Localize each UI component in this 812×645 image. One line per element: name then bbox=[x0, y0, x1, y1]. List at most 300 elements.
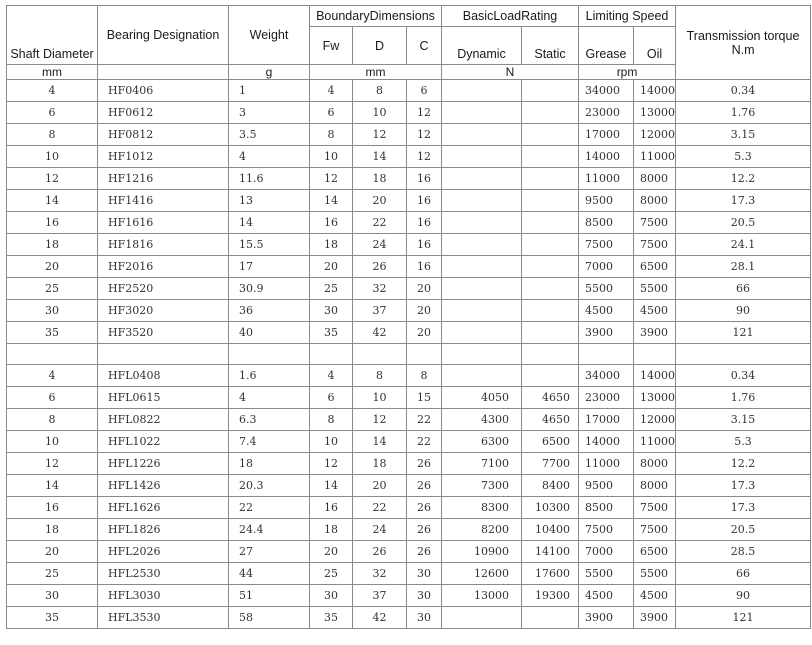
cell-shaft-diameter: 18 bbox=[7, 234, 98, 256]
cell-grease: 3900 bbox=[579, 607, 634, 629]
cell-torque: 24.1 bbox=[676, 234, 811, 256]
cell-torque: 66 bbox=[676, 278, 811, 300]
table-row bbox=[7, 168, 811, 190]
cell-d: 8 bbox=[353, 365, 407, 387]
cell-fw: 35 bbox=[310, 322, 353, 344]
cell-fw: 4 bbox=[310, 365, 353, 387]
cell-fw: 30 bbox=[310, 300, 353, 322]
cell-d: 26 bbox=[353, 256, 407, 278]
cell-weight: 1.6 bbox=[229, 365, 310, 387]
cell-c: 12 bbox=[407, 102, 442, 124]
cell-dynamic bbox=[442, 124, 522, 146]
cell-static: 6500 bbox=[522, 431, 579, 453]
cell-weight: 3.5 bbox=[229, 124, 310, 146]
cell-oil: 6500 bbox=[634, 256, 676, 278]
cell-bearing-designation: HFL1826 bbox=[98, 519, 229, 541]
header-transmission-torque: Transmission torque N.m bbox=[676, 6, 811, 80]
cell-static bbox=[522, 212, 579, 234]
cell-bearing-designation: HF3520 bbox=[98, 322, 229, 344]
cell-static: 7700 bbox=[522, 453, 579, 475]
cell-d: 32 bbox=[353, 563, 407, 585]
cell-shaft-diameter: 20 bbox=[7, 541, 98, 563]
cell-weight: 36 bbox=[229, 300, 310, 322]
cell-dynamic bbox=[442, 212, 522, 234]
cell-bearing-designation: HF1616 bbox=[98, 212, 229, 234]
cell-c: 26 bbox=[407, 475, 442, 497]
cell-torque: 17.3 bbox=[676, 475, 811, 497]
table-header bbox=[7, 6, 811, 80]
cell-shaft-diameter: 30 bbox=[7, 585, 98, 607]
cell-oil: 13000 bbox=[634, 102, 676, 124]
cell-static bbox=[522, 102, 579, 124]
cell-fw: 8 bbox=[310, 124, 353, 146]
cell-grease: 9500 bbox=[579, 475, 634, 497]
cell-weight: 7.4 bbox=[229, 431, 310, 453]
cell-bearing-designation: HFL3530 bbox=[98, 607, 229, 629]
table-body-hfl bbox=[7, 365, 811, 629]
cell-d: 42 bbox=[353, 322, 407, 344]
table-row bbox=[7, 146, 811, 168]
cell-weight: 3 bbox=[229, 102, 310, 124]
cell-fw: 16 bbox=[310, 497, 353, 519]
table-row bbox=[7, 585, 811, 607]
cell-dynamic: 8200 bbox=[442, 519, 522, 541]
cell-grease: 23000 bbox=[579, 387, 634, 409]
cell-oil: 4500 bbox=[634, 300, 676, 322]
cell-oil: 14000 bbox=[634, 365, 676, 387]
cell-dynamic bbox=[442, 607, 522, 629]
separator-row bbox=[7, 344, 811, 365]
cell-torque: 5.3 bbox=[676, 146, 811, 168]
table-row bbox=[7, 234, 811, 256]
cell-shaft-diameter: 4 bbox=[7, 365, 98, 387]
cell-d: 42 bbox=[353, 607, 407, 629]
cell-dynamic bbox=[442, 234, 522, 256]
cell-oil: 8000 bbox=[634, 190, 676, 212]
cell-fw: 8 bbox=[310, 409, 353, 431]
cell-d: 10 bbox=[353, 387, 407, 409]
cell-d: 14 bbox=[353, 431, 407, 453]
cell-shaft-diameter: 8 bbox=[7, 409, 98, 431]
cell-weight: 22 bbox=[229, 497, 310, 519]
cell-d: 20 bbox=[353, 190, 407, 212]
cell-weight: 51 bbox=[229, 585, 310, 607]
cell-shaft-diameter: 14 bbox=[7, 190, 98, 212]
cell-bearing-designation: HF2016 bbox=[98, 256, 229, 278]
cell-oil: 3900 bbox=[634, 607, 676, 629]
cell-c: 30 bbox=[407, 563, 442, 585]
cell-d: 18 bbox=[353, 168, 407, 190]
unit-shaft-mm: mm bbox=[7, 65, 98, 80]
cell-shaft-diameter: 6 bbox=[7, 102, 98, 124]
cell-oil: 8000 bbox=[634, 168, 676, 190]
header-boundary-dimensions: BoundaryDimensions bbox=[310, 6, 442, 27]
cell-torque: 20.5 bbox=[676, 519, 811, 541]
cell-fw: 10 bbox=[310, 146, 353, 168]
cell-weight: 14 bbox=[229, 212, 310, 234]
cell-static bbox=[522, 146, 579, 168]
cell-oil: 5500 bbox=[634, 563, 676, 585]
cell-bearing-designation: HFL1226 bbox=[98, 453, 229, 475]
header-limiting-speed: Limiting Speed bbox=[579, 6, 676, 27]
cell-bearing-designation: HF1816 bbox=[98, 234, 229, 256]
cell-torque: 1.76 bbox=[676, 387, 811, 409]
cell-shaft-diameter: 35 bbox=[7, 322, 98, 344]
cell-weight: 20.3 bbox=[229, 475, 310, 497]
cell-oil: 12000 bbox=[634, 409, 676, 431]
cell-weight: 40 bbox=[229, 322, 310, 344]
cell-static bbox=[522, 168, 579, 190]
cell-bearing-designation: HF3020 bbox=[98, 300, 229, 322]
cell-weight: 17 bbox=[229, 256, 310, 278]
cell-weight: 30.9 bbox=[229, 278, 310, 300]
cell-bearing-designation: HFL1022 bbox=[98, 431, 229, 453]
cell-static: 14100 bbox=[522, 541, 579, 563]
cell-weight: 58 bbox=[229, 607, 310, 629]
cell-dynamic: 13000 bbox=[442, 585, 522, 607]
cell-c: 16 bbox=[407, 256, 442, 278]
cell-c: 30 bbox=[407, 585, 442, 607]
table-row bbox=[7, 431, 811, 453]
cell-shaft-diameter: 12 bbox=[7, 453, 98, 475]
cell-c: 20 bbox=[407, 278, 442, 300]
cell-grease: 7500 bbox=[579, 234, 634, 256]
table-body-hf bbox=[7, 80, 811, 344]
cell-dynamic bbox=[442, 278, 522, 300]
cell-fw: 12 bbox=[310, 453, 353, 475]
unit-speed-rpm: rpm bbox=[579, 65, 676, 80]
cell-weight: 44 bbox=[229, 563, 310, 585]
cell-c: 16 bbox=[407, 190, 442, 212]
table-row bbox=[7, 124, 811, 146]
cell-static bbox=[522, 278, 579, 300]
cell-shaft-diameter: 4 bbox=[7, 80, 98, 102]
cell-weight: 6.3 bbox=[229, 409, 310, 431]
cell-grease: 11000 bbox=[579, 453, 634, 475]
cell-torque: 17.3 bbox=[676, 190, 811, 212]
cell-fw: 18 bbox=[310, 519, 353, 541]
cell-shaft-diameter: 14 bbox=[7, 475, 98, 497]
cell-dynamic: 10900 bbox=[442, 541, 522, 563]
cell-weight: 4 bbox=[229, 146, 310, 168]
cell-bearing-designation: HF1216 bbox=[98, 168, 229, 190]
cell-torque: 5.3 bbox=[676, 431, 811, 453]
cell-oil: 12000 bbox=[634, 124, 676, 146]
cell-shaft-diameter: 25 bbox=[7, 563, 98, 585]
cell-c: 22 bbox=[407, 431, 442, 453]
cell-c: 26 bbox=[407, 519, 442, 541]
cell-oil: 3900 bbox=[634, 322, 676, 344]
cell-grease: 14000 bbox=[579, 431, 634, 453]
cell-d: 22 bbox=[353, 497, 407, 519]
cell-d: 37 bbox=[353, 585, 407, 607]
cell-dynamic: 7100 bbox=[442, 453, 522, 475]
cell-c: 26 bbox=[407, 453, 442, 475]
cell-weight: 24.4 bbox=[229, 519, 310, 541]
table-separator bbox=[7, 344, 811, 365]
cell-shaft-diameter: 18 bbox=[7, 519, 98, 541]
cell-dynamic bbox=[442, 168, 522, 190]
cell-d: 8 bbox=[353, 80, 407, 102]
cell-d: 22 bbox=[353, 212, 407, 234]
cell-static: 17600 bbox=[522, 563, 579, 585]
cell-torque: 121 bbox=[676, 607, 811, 629]
cell-oil: 8000 bbox=[634, 475, 676, 497]
cell-grease: 34000 bbox=[579, 80, 634, 102]
cell-grease: 23000 bbox=[579, 102, 634, 124]
header-d: D bbox=[353, 27, 407, 65]
cell-oil: 6500 bbox=[634, 541, 676, 563]
cell-dynamic: 8300 bbox=[442, 497, 522, 519]
cell-static bbox=[522, 300, 579, 322]
cell-oil: 11000 bbox=[634, 146, 676, 168]
cell-static: 19300 bbox=[522, 585, 579, 607]
cell-static bbox=[522, 607, 579, 629]
cell-oil: 13000 bbox=[634, 387, 676, 409]
cell-grease: 5500 bbox=[579, 278, 634, 300]
cell-static: 4650 bbox=[522, 409, 579, 431]
cell-c: 12 bbox=[407, 146, 442, 168]
cell-static bbox=[522, 190, 579, 212]
cell-fw: 6 bbox=[310, 387, 353, 409]
header-fw: Fw bbox=[310, 27, 353, 65]
cell-static: 8400 bbox=[522, 475, 579, 497]
cell-bearing-designation: HFL2530 bbox=[98, 563, 229, 585]
cell-grease: 11000 bbox=[579, 168, 634, 190]
bearing-spec-table bbox=[6, 5, 811, 629]
cell-fw: 10 bbox=[310, 431, 353, 453]
cell-static: 10400 bbox=[522, 519, 579, 541]
cell-oil: 5500 bbox=[634, 278, 676, 300]
cell-bearing-designation: HF1012 bbox=[98, 146, 229, 168]
cell-fw: 18 bbox=[310, 234, 353, 256]
cell-c: 16 bbox=[407, 234, 442, 256]
table-row bbox=[7, 475, 811, 497]
cell-dynamic bbox=[442, 322, 522, 344]
cell-weight: 1 bbox=[229, 80, 310, 102]
cell-shaft-diameter: 30 bbox=[7, 300, 98, 322]
cell-bearing-designation: HFL0822 bbox=[98, 409, 229, 431]
cell-fw: 25 bbox=[310, 563, 353, 585]
cell-torque: 0.34 bbox=[676, 365, 811, 387]
cell-grease: 17000 bbox=[579, 409, 634, 431]
cell-torque: 12.2 bbox=[676, 453, 811, 475]
cell-fw: 12 bbox=[310, 168, 353, 190]
cell-dynamic: 4300 bbox=[442, 409, 522, 431]
cell-grease: 8500 bbox=[579, 212, 634, 234]
cell-bearing-designation: HF0406 bbox=[98, 80, 229, 102]
cell-torque: 28.1 bbox=[676, 256, 811, 278]
cell-oil: 11000 bbox=[634, 431, 676, 453]
cell-grease: 8500 bbox=[579, 497, 634, 519]
cell-shaft-diameter: 10 bbox=[7, 431, 98, 453]
table-row bbox=[7, 80, 811, 102]
cell-bearing-designation: HFL3030 bbox=[98, 585, 229, 607]
cell-c: 8 bbox=[407, 365, 442, 387]
cell-fw: 20 bbox=[310, 256, 353, 278]
cell-c: 6 bbox=[407, 80, 442, 102]
cell-weight: 11.6 bbox=[229, 168, 310, 190]
header-weight: Weight bbox=[229, 6, 310, 65]
cell-fw: 30 bbox=[310, 585, 353, 607]
cell-d: 12 bbox=[353, 409, 407, 431]
cell-bearing-designation: HFL1426 bbox=[98, 475, 229, 497]
cell-d: 14 bbox=[353, 146, 407, 168]
header-grease: Grease bbox=[579, 27, 634, 65]
table-row bbox=[7, 497, 811, 519]
table-row bbox=[7, 278, 811, 300]
cell-c: 20 bbox=[407, 322, 442, 344]
cell-c: 22 bbox=[407, 409, 442, 431]
cell-bearing-designation: HF2520 bbox=[98, 278, 229, 300]
cell-torque: 1.76 bbox=[676, 102, 811, 124]
cell-d: 26 bbox=[353, 541, 407, 563]
cell-torque: 17.3 bbox=[676, 497, 811, 519]
cell-oil: 14000 bbox=[634, 80, 676, 102]
table-row bbox=[7, 541, 811, 563]
cell-static bbox=[522, 256, 579, 278]
cell-bearing-designation: HFL0615 bbox=[98, 387, 229, 409]
table-row bbox=[7, 563, 811, 585]
cell-weight: 15.5 bbox=[229, 234, 310, 256]
unit-load-n: N bbox=[442, 65, 579, 80]
cell-bearing-designation: HF0612 bbox=[98, 102, 229, 124]
cell-dynamic: 6300 bbox=[442, 431, 522, 453]
cell-d: 20 bbox=[353, 475, 407, 497]
cell-c: 15 bbox=[407, 387, 442, 409]
cell-c: 26 bbox=[407, 541, 442, 563]
cell-oil: 4500 bbox=[634, 585, 676, 607]
cell-static: 10300 bbox=[522, 497, 579, 519]
cell-grease: 5500 bbox=[579, 563, 634, 585]
cell-shaft-diameter: 6 bbox=[7, 387, 98, 409]
cell-dynamic bbox=[442, 102, 522, 124]
cell-grease: 34000 bbox=[579, 365, 634, 387]
cell-dynamic bbox=[442, 80, 522, 102]
cell-d: 12 bbox=[353, 124, 407, 146]
cell-d: 18 bbox=[353, 453, 407, 475]
cell-torque: 12.2 bbox=[676, 168, 811, 190]
cell-torque: 90 bbox=[676, 300, 811, 322]
cell-shaft-diameter: 20 bbox=[7, 256, 98, 278]
cell-grease: 7500 bbox=[579, 519, 634, 541]
cell-bearing-designation: HF0812 bbox=[98, 124, 229, 146]
cell-fw: 35 bbox=[310, 607, 353, 629]
cell-torque: 3.15 bbox=[676, 124, 811, 146]
cell-dynamic bbox=[442, 365, 522, 387]
cell-oil: 7500 bbox=[634, 212, 676, 234]
header-shaft-diameter: Shaft Diameter bbox=[7, 6, 98, 65]
unit-dimensions-mm: mm bbox=[310, 65, 442, 80]
cell-static bbox=[522, 124, 579, 146]
cell-shaft-diameter: 12 bbox=[7, 168, 98, 190]
cell-torque: 90 bbox=[676, 585, 811, 607]
cell-fw: 14 bbox=[310, 475, 353, 497]
cell-shaft-diameter: 35 bbox=[7, 607, 98, 629]
table-row bbox=[7, 190, 811, 212]
unit-designation bbox=[98, 65, 229, 80]
cell-fw: 16 bbox=[310, 212, 353, 234]
cell-shaft-diameter: 25 bbox=[7, 278, 98, 300]
cell-shaft-diameter: 16 bbox=[7, 497, 98, 519]
cell-dynamic bbox=[442, 146, 522, 168]
table-row bbox=[7, 322, 811, 344]
cell-oil: 8000 bbox=[634, 453, 676, 475]
cell-d: 24 bbox=[353, 234, 407, 256]
cell-torque: 121 bbox=[676, 322, 811, 344]
cell-bearing-designation: HFL2026 bbox=[98, 541, 229, 563]
header-basic-load-rating: BasicLoadRating bbox=[442, 6, 579, 27]
cell-shaft-diameter: 16 bbox=[7, 212, 98, 234]
cell-grease: 9500 bbox=[579, 190, 634, 212]
cell-weight: 27 bbox=[229, 541, 310, 563]
table-row bbox=[7, 519, 811, 541]
cell-fw: 14 bbox=[310, 190, 353, 212]
cell-d: 32 bbox=[353, 278, 407, 300]
cell-d: 24 bbox=[353, 519, 407, 541]
table-row bbox=[7, 365, 811, 387]
cell-oil: 7500 bbox=[634, 497, 676, 519]
cell-c: 20 bbox=[407, 300, 442, 322]
cell-fw: 25 bbox=[310, 278, 353, 300]
cell-fw: 4 bbox=[310, 80, 353, 102]
cell-dynamic: 7300 bbox=[442, 475, 522, 497]
header-c: C bbox=[407, 27, 442, 65]
cell-dynamic bbox=[442, 300, 522, 322]
cell-grease: 4500 bbox=[579, 300, 634, 322]
table-row bbox=[7, 409, 811, 431]
cell-fw: 6 bbox=[310, 102, 353, 124]
header-dynamic: Dynamic bbox=[442, 27, 522, 65]
cell-static bbox=[522, 322, 579, 344]
cell-weight: 4 bbox=[229, 387, 310, 409]
cell-static: 4650 bbox=[522, 387, 579, 409]
cell-c: 16 bbox=[407, 212, 442, 234]
cell-oil: 7500 bbox=[634, 234, 676, 256]
cell-torque: 66 bbox=[676, 563, 811, 585]
cell-oil: 7500 bbox=[634, 519, 676, 541]
cell-fw: 20 bbox=[310, 541, 353, 563]
cell-weight: 18 bbox=[229, 453, 310, 475]
cell-shaft-diameter: 8 bbox=[7, 124, 98, 146]
table-row bbox=[7, 387, 811, 409]
cell-grease: 7000 bbox=[579, 541, 634, 563]
table-row bbox=[7, 453, 811, 475]
cell-c: 12 bbox=[407, 124, 442, 146]
cell-c: 26 bbox=[407, 497, 442, 519]
cell-grease: 14000 bbox=[579, 146, 634, 168]
cell-bearing-designation: HFL1626 bbox=[98, 497, 229, 519]
cell-weight: 13 bbox=[229, 190, 310, 212]
cell-grease: 17000 bbox=[579, 124, 634, 146]
table-row bbox=[7, 607, 811, 629]
unit-weight-g: g bbox=[229, 65, 310, 80]
cell-shaft-diameter: 10 bbox=[7, 146, 98, 168]
cell-c: 16 bbox=[407, 168, 442, 190]
cell-dynamic: 12600 bbox=[442, 563, 522, 585]
cell-dynamic bbox=[442, 190, 522, 212]
cell-grease: 7000 bbox=[579, 256, 634, 278]
header-bearing-designation: Bearing Designation bbox=[98, 6, 229, 65]
table-row bbox=[7, 300, 811, 322]
cell-dynamic bbox=[442, 256, 522, 278]
cell-static bbox=[522, 234, 579, 256]
cell-grease: 3900 bbox=[579, 322, 634, 344]
cell-bearing-designation: HF1416 bbox=[98, 190, 229, 212]
cell-static bbox=[522, 80, 579, 102]
header-oil: Oil bbox=[634, 27, 676, 65]
cell-torque: 28.5 bbox=[676, 541, 811, 563]
